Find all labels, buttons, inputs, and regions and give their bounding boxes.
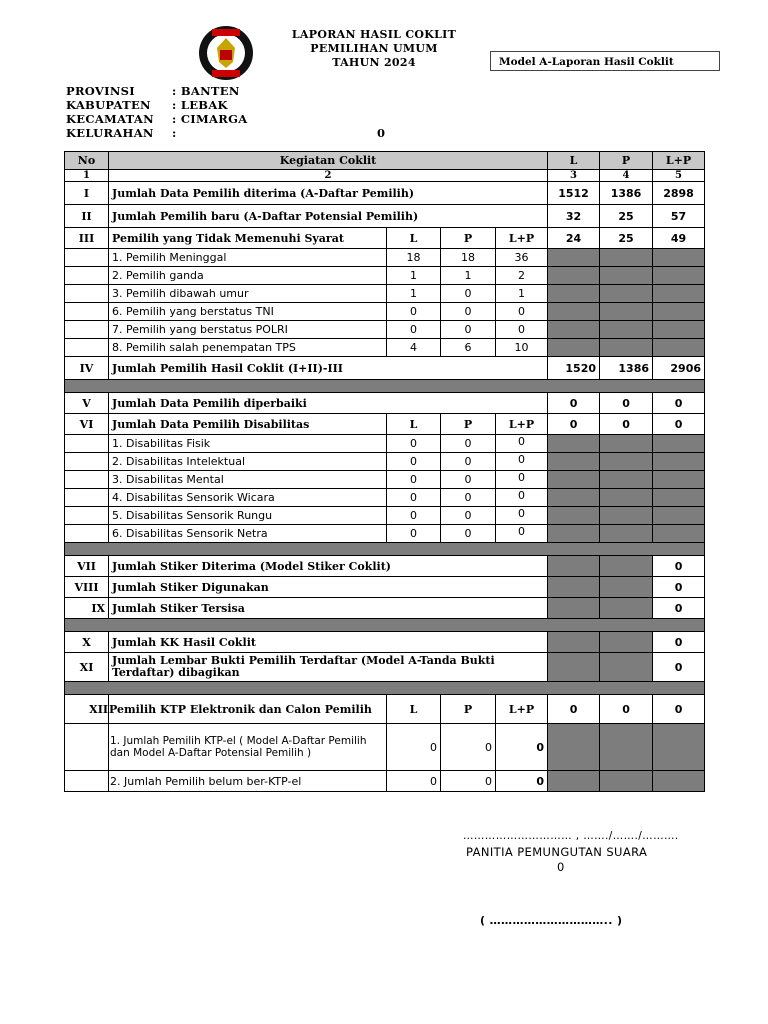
sub-row-label: 1. Jumlah Pemilih KTP-el ( Model A-Daftar Pemilih dan Model A-Daftar Potensial Pemilih ): [109, 724, 387, 771]
value-lp: 2: [496, 267, 548, 285]
value-p: 1: [441, 267, 496, 285]
value-lp: 0: [496, 321, 548, 339]
sub-header-l: L: [387, 228, 441, 249]
table-row: [65, 598, 705, 619]
committee-value: 0: [557, 860, 565, 874]
value-l: 4: [387, 339, 441, 357]
col-num-1: 1: [65, 170, 109, 182]
row-label: Jumlah Lembar Bukti Pemilih Terdaftar (Model A-Tanda Bukti Terdaftar) dibagikan: [109, 653, 548, 682]
sub-header-lp: L+P: [496, 414, 548, 435]
sub-row-label: 1. Disabilitas Fisik: [109, 435, 387, 453]
sub-row-label: 2. Pemilih ganda: [109, 267, 387, 285]
col-header-l: L: [548, 152, 600, 170]
table-header-num-row: [65, 170, 705, 182]
row-no: II: [65, 205, 109, 228]
table-row: [65, 414, 705, 435]
value-p: 0: [600, 414, 653, 435]
value-p: 0: [441, 435, 496, 453]
sub-header-p: P: [441, 414, 496, 435]
value-lp: 0: [496, 489, 548, 507]
sub-row-label: 8. Pemilih salah penempatan TPS: [109, 339, 387, 357]
col-num-3: 3: [548, 170, 600, 182]
sub-row-label: 6. Disabilitas Sensorik Netra: [109, 525, 387, 543]
meta-provinsi-label: PROVINSI: [66, 84, 135, 98]
col-num-5: 5: [653, 170, 705, 182]
value-p: 0: [441, 453, 496, 471]
row-label: Jumlah Data Pemilih diperbaiki: [109, 393, 548, 414]
row-no: IX: [65, 598, 109, 619]
value-lp: 36: [496, 249, 548, 267]
table-row: [65, 303, 705, 321]
sub-row-label: 2. Disabilitas Intelektual: [109, 453, 387, 471]
model-label-box: Model A-Laporan Hasil Coklit: [490, 51, 720, 71]
value-p: 0: [441, 471, 496, 489]
sub-header-p: P: [441, 695, 496, 724]
table-row: [65, 249, 705, 267]
sub-header-lp: L+P: [496, 695, 548, 724]
value-p: 0: [441, 724, 496, 771]
value-l: 0: [387, 771, 441, 792]
sub-row-label: 3. Pemilih dibawah umur: [109, 285, 387, 303]
value-lp: 0: [496, 724, 548, 771]
meta-kelurahan-colon: :: [172, 126, 177, 140]
row-label: Jumlah Data Pemilih diterima (A-Daftar Pemilih): [109, 182, 548, 205]
row-label: Pemilih KTP Elektronik dan Calon Pemilih: [109, 695, 387, 724]
row-label: Jumlah Stiker Diterima (Model Stiker Coklit): [109, 556, 548, 577]
sub-row-label: 2. Jumlah Pemilih belum ber-KTP-el: [109, 771, 387, 792]
value-p: 0: [441, 507, 496, 525]
value-l: 18: [387, 249, 441, 267]
value-l: 0: [387, 724, 441, 771]
meta-kecamatan-value: : CIMARGA: [172, 112, 248, 126]
sub-row-label: 1. Pemilih Meninggal: [109, 249, 387, 267]
value-p: 1386: [600, 182, 653, 205]
row-label: Jumlah Stiker Digunakan: [109, 577, 548, 598]
sub-row-label: 4. Disabilitas Sensorik Wicara: [109, 489, 387, 507]
value-p: 0: [441, 321, 496, 339]
table-row: [65, 525, 705, 543]
value-p: 0: [441, 489, 496, 507]
table-row: [65, 182, 705, 205]
value-l: 0: [387, 303, 441, 321]
value-l: 1520: [548, 357, 600, 380]
value-l: 0: [387, 507, 441, 525]
value-p: 0: [600, 695, 653, 724]
value-lp: 2898: [653, 182, 705, 205]
col-header-no: No: [65, 152, 109, 170]
table-row: [65, 556, 705, 577]
value-l: 0: [387, 321, 441, 339]
value-lp: 2906: [653, 357, 705, 380]
row-no: XI: [65, 653, 109, 682]
row-no: X: [65, 632, 109, 653]
table-row: [65, 435, 705, 453]
meta-provinsi-value: : BANTEN: [172, 84, 240, 98]
row-no: IV: [65, 357, 109, 380]
report-title-line2: PEMILIHAN UMUM: [310, 42, 438, 55]
row-label: Jumlah Stiker Tersisa: [109, 598, 548, 619]
value-l: 0: [548, 414, 600, 435]
table-row: [65, 321, 705, 339]
report-title-line1: LAPORAN HASIL COKLIT: [291, 28, 457, 41]
value-lp: 0: [496, 507, 548, 525]
table-row: [65, 357, 705, 380]
value-p: 25: [600, 228, 653, 249]
value-l: 0: [387, 471, 441, 489]
sub-row-label: 5. Disabilitas Sensorik Rungu: [109, 507, 387, 525]
row-no: XII: [65, 695, 109, 724]
value-l: 0: [387, 453, 441, 471]
value-p: 0: [441, 771, 496, 792]
sub-header-p: P: [441, 228, 496, 249]
value-lp: 0: [653, 577, 705, 598]
sub-row-label: 6. Pemilih yang berstatus TNI: [109, 303, 387, 321]
value-lp: 0: [653, 414, 705, 435]
col-num-4: 4: [600, 170, 653, 182]
value-p: 0: [441, 285, 496, 303]
row-no: III: [65, 228, 109, 249]
separator-row: [65, 619, 705, 632]
col-header-lp: L+P: [653, 152, 705, 170]
row-label: Jumlah KK Hasil Coklit: [109, 632, 548, 653]
value-p: 6: [441, 339, 496, 357]
row-label: Jumlah Data Pemilih Disabilitas: [109, 414, 387, 435]
value-l: 1: [387, 267, 441, 285]
table-row: [65, 228, 705, 249]
value-p: 0: [441, 303, 496, 321]
value-lp: 0: [496, 303, 548, 321]
value-lp: 57: [653, 205, 705, 228]
table-row: [65, 695, 705, 724]
table-row: [65, 393, 705, 414]
table-row: [65, 724, 705, 771]
value-l: 0: [387, 435, 441, 453]
separator-row: [65, 543, 705, 556]
value-p: 0: [600, 393, 653, 414]
value-l: 32: [548, 205, 600, 228]
value-p: 0: [441, 525, 496, 543]
row-label: Jumlah Pemilih baru (A-Daftar Potensial Pemilih): [109, 205, 548, 228]
value-lp: 0: [653, 598, 705, 619]
separator-row: [65, 380, 705, 393]
value-lp: 0: [653, 393, 705, 414]
sub-header-l: L: [387, 695, 441, 724]
meta-kelurahan-value: 0: [377, 126, 386, 140]
value-lp: 0: [496, 471, 548, 489]
row-no: VIII: [65, 577, 109, 598]
value-lp: 0: [496, 771, 548, 792]
value-lp: 0: [653, 556, 705, 577]
value-l: 1512: [548, 182, 600, 205]
table-row: [65, 453, 705, 471]
meta-kecamatan-label: KECAMATAN: [66, 112, 154, 126]
value-p: 1386: [600, 357, 653, 380]
value-l: 0: [387, 489, 441, 507]
value-lp: 0: [496, 435, 548, 453]
value-l: 1: [387, 285, 441, 303]
table-header-row: [65, 152, 705, 170]
sub-header-l: L: [387, 414, 441, 435]
sub-row-label: 7. Pemilih yang berstatus POLRI: [109, 321, 387, 339]
table-row: [65, 205, 705, 228]
table-row: [65, 653, 705, 682]
row-label: Jumlah Pemilih Hasil Coklit (I+II)-III: [109, 357, 548, 380]
report-title-line3: TAHUN 2024: [332, 56, 416, 69]
value-lp: 0: [496, 525, 548, 543]
table-row: [65, 471, 705, 489]
value-l: 0: [387, 525, 441, 543]
row-no: I: [65, 182, 109, 205]
row-no: VII: [65, 556, 109, 577]
table-row: [65, 285, 705, 303]
value-l: 24: [548, 228, 600, 249]
row-no: V: [65, 393, 109, 414]
value-lp: 10: [496, 339, 548, 357]
row-no: VI: [65, 414, 109, 435]
committee-title: PANITIA PEMUNGUTAN SUARA: [466, 845, 648, 859]
meta-kabupaten-label: KABUPATEN: [66, 98, 151, 112]
separator-row: [65, 682, 705, 695]
table-row: [65, 339, 705, 357]
value-lp: 0: [653, 695, 705, 724]
meta-kelurahan-label: KELURAHAN: [66, 126, 154, 140]
value-p: 25: [600, 205, 653, 228]
value-l: 0: [548, 695, 600, 724]
table-row: [65, 577, 705, 598]
row-label: Pemilih yang Tidak Memenuhi Syarat: [109, 228, 387, 249]
table-row: [65, 771, 705, 792]
value-lp: 1: [496, 285, 548, 303]
coklit-table: [64, 151, 705, 792]
col-header-kegiatan: Kegiatan Coklit: [109, 152, 548, 170]
value-lp: 0: [653, 653, 705, 682]
place-date-line: ………………………… , ……./……./……….: [463, 830, 679, 842]
value-lp: 0: [496, 453, 548, 471]
sub-header-lp: L+P: [496, 228, 548, 249]
value-l: 0: [548, 393, 600, 414]
meta-kabupaten-value: : LEBAK: [172, 98, 228, 112]
col-header-p: P: [600, 152, 653, 170]
table-row: [65, 489, 705, 507]
table-row: [65, 267, 705, 285]
sub-row-label: 3. Disabilitas Mental: [109, 471, 387, 489]
table-row: [65, 507, 705, 525]
value-lp: 0: [653, 632, 705, 653]
col-num-2: 2: [109, 170, 548, 182]
value-lp: 49: [653, 228, 705, 249]
table-row: [65, 632, 705, 653]
value-p: 18: [441, 249, 496, 267]
signature-name-line: ( ………………………….. ): [480, 914, 623, 927]
